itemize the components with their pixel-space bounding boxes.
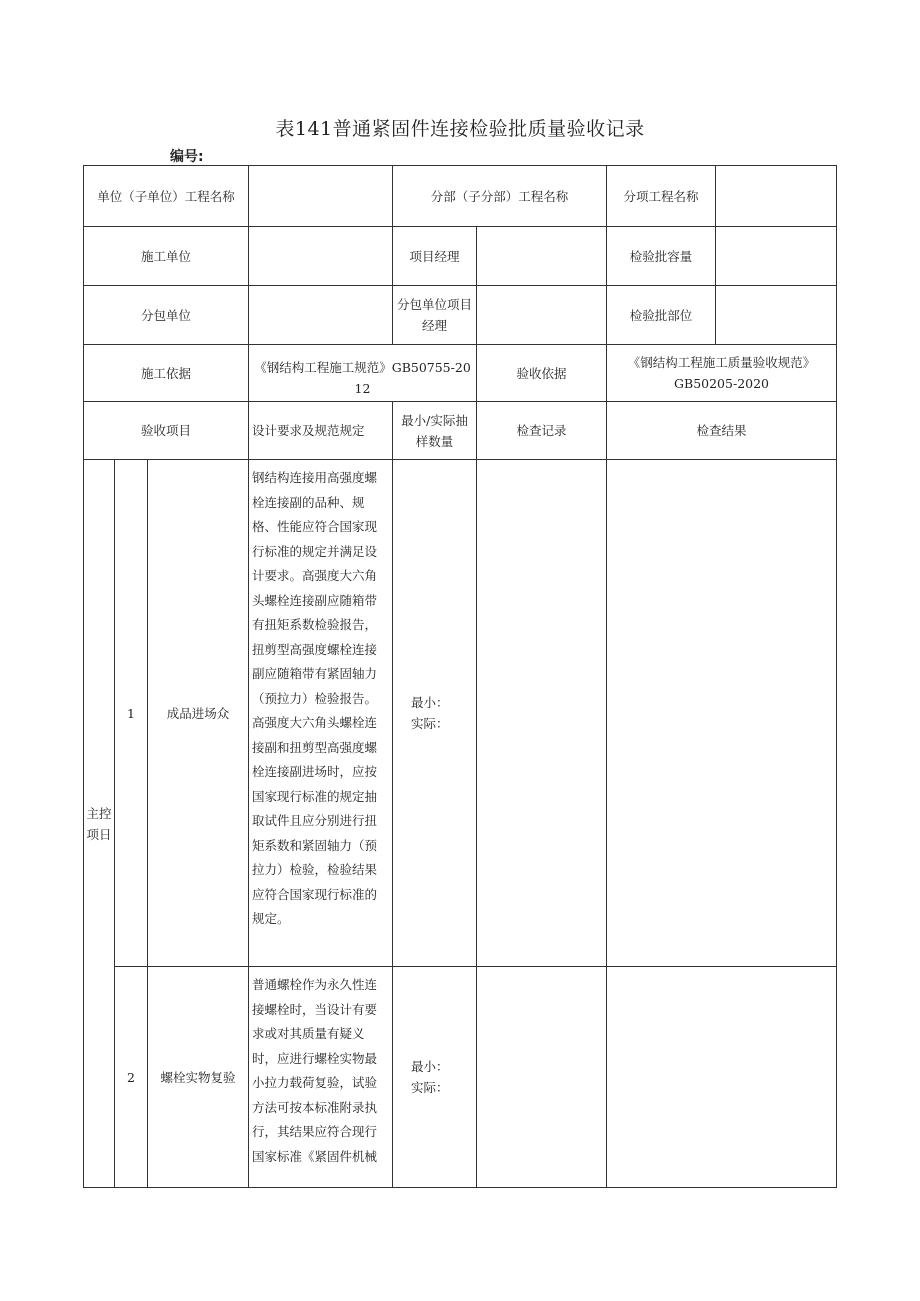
subcontract-manager-label: 分包单位项目经理 xyxy=(393,286,477,345)
header-row-1 xyxy=(84,166,837,227)
sub-project-label: 分部（子分部）工程名称 xyxy=(393,166,607,227)
serial-number-label: 编号: xyxy=(170,149,204,165)
batch-capacity-label: 检验批容量 xyxy=(607,227,716,286)
col-record-header: 检查记录 xyxy=(477,402,607,460)
col-result-header: 检查结果 xyxy=(607,402,837,460)
unit-project-value[interactable] xyxy=(249,166,393,227)
row-sample-min: 最小： xyxy=(411,1059,449,1074)
column-header-row xyxy=(84,402,837,460)
header-row-2 xyxy=(84,227,837,286)
table-row xyxy=(84,460,837,967)
acceptance-basis-value xyxy=(607,345,837,402)
row-sample: 最小：实际： xyxy=(393,460,477,967)
row-record[interactable] xyxy=(477,967,607,1188)
row-sample-actual: 实际： xyxy=(411,1080,449,1095)
row-result[interactable] xyxy=(607,460,837,967)
construction-basis-value: 《钢结构工程施工规范》GB50755-2012 xyxy=(249,345,477,402)
row-result[interactable] xyxy=(607,967,837,1188)
construction-unit-value[interactable] xyxy=(249,227,393,286)
batch-capacity-value[interactable] xyxy=(716,227,837,286)
subcontract-unit-label: 分包单位 xyxy=(84,286,249,345)
row-item-name: 成品进场众 xyxy=(148,460,249,967)
row-requirement: 钢结构连接用高强度螺栓连接副的品种、规格、性能应符合国家现行标准的规定并满足设计要求。高强度大六角头螺栓连接副应随箱带有扭矩系数检验报告，扭剪型高强度螺栓连接副应随箱带有紧固轴力（预拉力）检验报告。高强度大六角头螺栓连接副和扭剪型高强度螺栓连接副进场时，应按国家现行标准的规定抽取试件且应分别进行扭矩系数和紧固轴力（预拉力）检验，检验结果应符合国家现行标准的规定。 xyxy=(249,460,393,967)
table-row xyxy=(84,967,837,1188)
item-project-label: 分项工程名称 xyxy=(607,166,716,227)
col-requirement-header: 设计要求及规范规定 xyxy=(249,402,393,460)
header-row-3 xyxy=(84,286,837,345)
construction-unit-label: 施工单位 xyxy=(84,227,249,286)
batch-location-value[interactable] xyxy=(716,286,837,345)
row-number: 2 xyxy=(115,967,148,1188)
batch-location-label: 检验批部位 xyxy=(607,286,716,345)
acceptance-basis-line2: GB50205-2020 xyxy=(674,376,770,391)
inspection-table xyxy=(83,165,837,1188)
unit-project-label: 单位（子单位）工程名称 xyxy=(84,166,249,227)
header-row-4 xyxy=(84,345,837,402)
document-title: 表141普通紧固件连接检验批质量验收记录 xyxy=(275,118,645,140)
acceptance-basis-line1: 《钢结构工程施工质量验收规范》 xyxy=(627,355,816,370)
subcontract-manager-value[interactable] xyxy=(477,286,607,345)
item-project-value[interactable] xyxy=(716,166,837,227)
row-record[interactable] xyxy=(477,460,607,967)
project-manager-label: 项目经理 xyxy=(393,227,477,286)
col-sample-header: 最小/实际抽样数量 xyxy=(393,402,477,460)
main-control-label: 主控项日 xyxy=(84,460,115,1188)
row-number: 1 xyxy=(115,460,148,967)
construction-basis-label: 施工依据 xyxy=(84,345,249,402)
row-requirement: 普通螺栓作为永久性连接螺栓时，当设计有要求或对其质量有疑义时，应进行螺栓实物最小拉力载荷复验，试验方法可按本标准附录执行，其结果应符合现行国家标准《紧固件机械 xyxy=(249,967,393,1188)
col-item-header: 验收项目 xyxy=(84,402,249,460)
subcontract-unit-value[interactable] xyxy=(249,286,393,345)
row-sample xyxy=(393,967,477,1188)
acceptance-basis-label: 验收依据 xyxy=(477,345,607,402)
row-item-name: 螺栓实物复验 xyxy=(148,967,249,1188)
project-manager-value[interactable] xyxy=(477,227,607,286)
inspection-form xyxy=(83,165,836,1187)
